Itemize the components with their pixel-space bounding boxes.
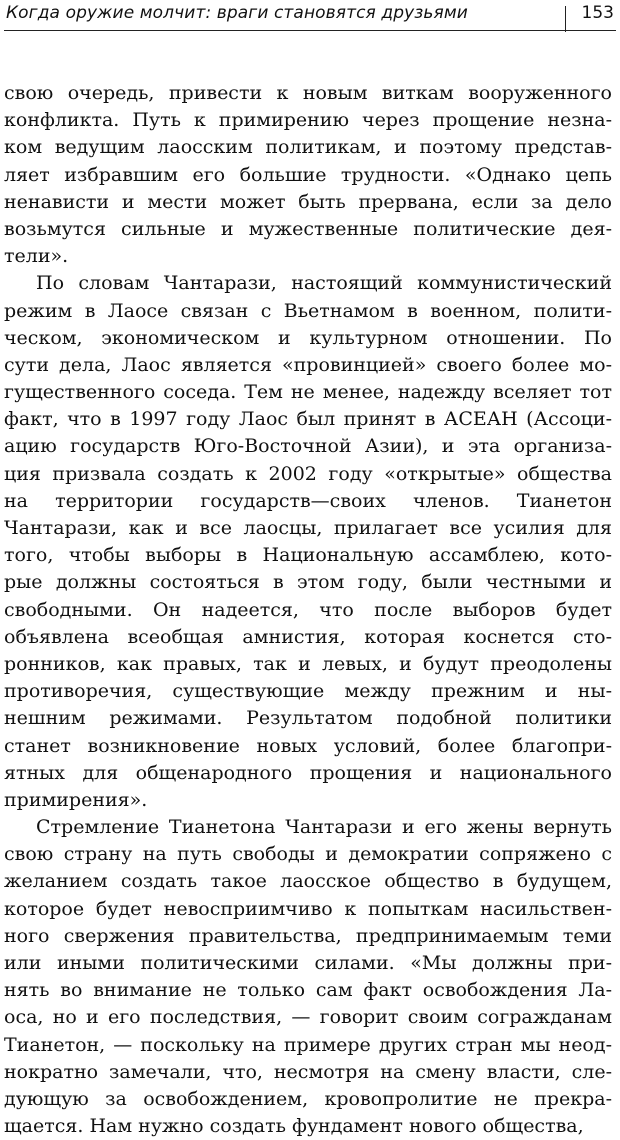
paragraph <box>4 80 612 270</box>
text-line: нократно замечали, что, несмотря на смену власти, сле- <box>4 1060 612 1083</box>
running-header <box>4 2 616 31</box>
text-line: свою очередь, привести к новым виткам вооруженного <box>4 82 612 104</box>
text-line: ронников, как правых, так и левых, и будут преодолены <box>4 652 612 675</box>
text-line: Стремление Тианетона Чантарази и его жены вернуть <box>36 816 612 839</box>
text-line: которое будет невосприимчиво к попыткам насильствен- <box>4 897 612 920</box>
text-line: ятных для общенародного прощения и национального <box>4 761 612 784</box>
text-line: ляет избравшим его большие трудности. «Однако цепь <box>4 163 612 186</box>
text-line: нешним режимами. Результатом подобной политики <box>4 707 612 730</box>
text-line: возьмутся сильные и мужественные политические дея- <box>4 217 612 240</box>
text-line: конфликта. Путь к примирению через прощение незна- <box>4 109 612 132</box>
text-line: факт, что в 1997 году Лаос был принят в АСЕАН (Ассоци- <box>4 408 612 431</box>
body-text <box>4 80 612 1140</box>
text-line: на территории государств—своих членов. Тианетон <box>4 489 612 512</box>
text-line: рые должны состояться в этом году, были честными и <box>4 571 612 594</box>
text-line: Тианетон, — поскольку на примере других стран мы неод- <box>4 1033 612 1056</box>
running-header-title: Когда оружие молчит: враги становятся друзьями <box>6 3 468 23</box>
text-line: желанием создать такое лаосское общество в будущем, <box>4 870 612 893</box>
text-line: ного свержения правительства, предпринимаемым теми <box>4 924 612 947</box>
text-line: режим в Лаосе связан с Вьетнамом в военном, полити- <box>4 299 612 322</box>
text-line: тели». <box>4 245 69 268</box>
text-line: объявлена всеобщая амнистия, которая коснется сто- <box>4 625 612 648</box>
text-line: ненависти и мести может быть прервана, если за дело <box>4 190 612 213</box>
page-number: 153 <box>581 3 614 23</box>
text-line: ция призвала создать к 2002 году «открытые» общества <box>4 462 612 485</box>
text-line: ческом, экономическом и культурном отношении. По <box>4 326 612 349</box>
text-line: примирения». <box>4 788 148 811</box>
text-line: или иными политическими силами. «Мы должны при- <box>4 952 612 974</box>
paragraph <box>4 814 612 1140</box>
text-line: ацию государств Юго-Восточной Азии), и эта организа- <box>4 435 612 458</box>
text-line: ком ведущим лаосским политикам, и поэтому представ- <box>4 136 612 159</box>
text-line: противоречия, существующие между прежним и ны- <box>4 680 612 703</box>
text-line: Чантарази, как и все лаосцы, прилагает все усилия для <box>4 517 612 539</box>
text-line: оса, но и его последствия, — говорит своим согражданам <box>4 1006 612 1029</box>
paragraph <box>4 270 612 814</box>
text-line: щается. Нам нужно создать фундамент нового общества, <box>4 1115 584 1138</box>
text-line: нять во внимание не только сам факт освобождения Ла- <box>4 979 612 1002</box>
text-line: того, чтобы выборы в Национальную ассамблею, кото- <box>4 544 612 567</box>
text-line: гущественного соседа. Тем не менее, надежду вселяет тот <box>4 381 612 404</box>
text-line: сути дела, Лаос является «провинцией» своего более мо- <box>4 353 612 376</box>
text-line: свободными. Он надеется, что после выборов будет <box>4 598 612 621</box>
text-line: станет возникновение новых условий, более благопри- <box>4 734 612 757</box>
header-divider <box>565 6 567 32</box>
text-line: дующую за освобождением, кровопролитие не прекра- <box>4 1087 612 1110</box>
text-line: По словам Чантарази, настоящий коммунистический <box>36 272 612 295</box>
text-line: свою страну на путь свободы и демократии сопряжено с <box>4 843 612 866</box>
